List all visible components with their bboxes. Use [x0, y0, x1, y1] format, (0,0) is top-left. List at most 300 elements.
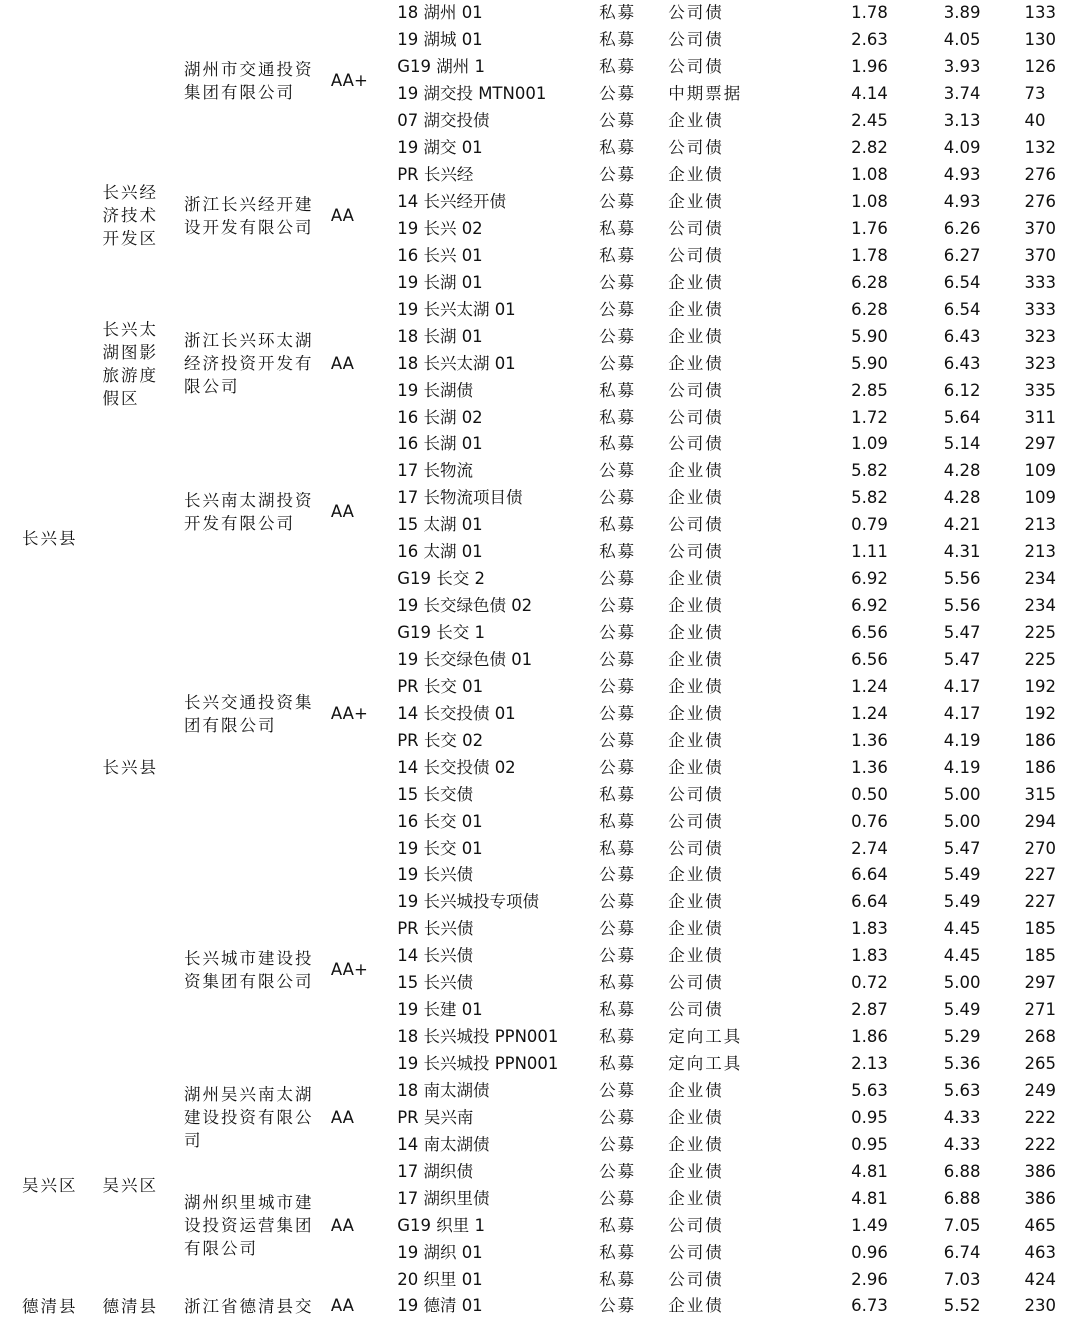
value-3-cell: 270 — [1024, 838, 1056, 858]
offering-kind-cell: 公募 — [599, 1296, 637, 1316]
value-3-cell: 109 — [1024, 488, 1056, 508]
bond-name-cell: 17 湖织里债 — [397, 1188, 490, 1208]
value-3-cell: 222 — [1024, 1107, 1056, 1127]
zone-cell: 德清县 — [102, 1296, 158, 1316]
value-3-cell: 192 — [1024, 676, 1056, 696]
offering-kind-cell: 私募 — [599, 434, 637, 454]
value-1-cell: 6.73 — [851, 1296, 888, 1316]
bond-type-cell: 企业债 — [668, 353, 724, 373]
value-3-cell: 227 — [1024, 892, 1056, 912]
bond-type-cell: 企业债 — [668, 892, 724, 912]
value-2-cell: 4.05 — [943, 30, 981, 50]
offering-kind-cell: 公募 — [599, 946, 637, 966]
offering-kind-cell: 公募 — [599, 272, 637, 292]
offering-kind-cell: 私募 — [599, 1242, 637, 1262]
value-2-cell: 6.54 — [943, 299, 981, 319]
value-3-cell: 133 — [1024, 3, 1056, 23]
offering-kind-cell: 私募 — [599, 57, 637, 77]
value-1-cell: 5.90 — [851, 326, 888, 346]
table-row — [0, 1078, 1080, 1105]
value-1-cell: 1.08 — [851, 165, 888, 185]
value-3-cell: 126 — [1024, 57, 1056, 77]
bond-type-cell: 公司债 — [668, 380, 724, 400]
bond-name-cell: G19 织里 1 — [397, 1215, 485, 1235]
bond-type-cell: 定向工具 — [668, 1027, 743, 1047]
value-1-cell: 1.36 — [851, 730, 888, 750]
rating-cell: AA+ — [330, 70, 368, 90]
bond-name-cell: 19 德清 01 — [397, 1296, 483, 1316]
offering-kind-cell: 公募 — [599, 84, 637, 104]
bond-name-cell: 19 长交绿色债 02 — [397, 596, 533, 616]
bond-name-cell: 17 长物流 — [397, 461, 473, 481]
value-1-cell: 0.50 — [851, 784, 888, 804]
offering-kind-cell: 公募 — [599, 623, 637, 643]
value-1-cell: 1.83 — [851, 946, 888, 966]
value-2-cell: 4.09 — [943, 138, 981, 158]
value-3-cell: 222 — [1024, 1134, 1056, 1154]
issuer-name-cell: 浙江长兴环太湖经济投资开发有限公司 — [184, 331, 314, 397]
bond-name-cell: PR 长兴债 — [397, 919, 474, 939]
value-2-cell: 4.17 — [943, 703, 981, 723]
value-3-cell: 213 — [1024, 542, 1056, 562]
bond-name-cell: 17 湖织债 — [397, 1161, 473, 1181]
value-1-cell: 5.82 — [851, 461, 888, 481]
offering-kind-cell: 私募 — [599, 218, 637, 238]
offering-kind-cell: 私募 — [599, 407, 637, 427]
bond-type-cell: 企业债 — [668, 299, 724, 319]
issuer-name-cell: 浙江长兴经开建设开发有限公司 — [184, 194, 314, 237]
value-2-cell: 5.29 — [943, 1027, 981, 1047]
value-2-cell: 6.43 — [943, 353, 981, 373]
bond-name-cell: 18 长兴城投 PPN001 — [397, 1027, 559, 1047]
value-3-cell: 294 — [1024, 811, 1056, 831]
value-2-cell: 7.05 — [943, 1215, 981, 1235]
value-1-cell: 1.86 — [851, 1027, 888, 1047]
value-3-cell: 315 — [1024, 784, 1056, 804]
value-2-cell: 3.89 — [943, 3, 981, 23]
bond-type-cell: 企业债 — [668, 192, 724, 212]
value-3-cell: 227 — [1024, 865, 1056, 885]
value-2-cell: 5.49 — [943, 1000, 981, 1020]
value-1-cell: 0.95 — [851, 1134, 888, 1154]
offering-kind-cell: 公募 — [599, 353, 637, 373]
value-3-cell: 73 — [1024, 84, 1046, 104]
value-2-cell: 7.03 — [943, 1269, 981, 1289]
value-3-cell: 185 — [1024, 946, 1056, 966]
value-2-cell: 4.45 — [943, 919, 981, 939]
offering-kind-cell: 公募 — [599, 596, 637, 616]
value-3-cell: 225 — [1024, 649, 1056, 669]
table-row — [0, 162, 1080, 189]
bond-name-cell: PR 长交 01 — [397, 676, 484, 696]
table-row — [0, 1293, 1080, 1320]
bond-type-cell: 企业债 — [668, 649, 724, 669]
value-3-cell: 225 — [1024, 623, 1056, 643]
bond-type-cell: 公司债 — [668, 30, 724, 50]
value-2-cell: 5.14 — [943, 434, 981, 454]
value-2-cell: 3.93 — [943, 57, 981, 77]
rating-cell: AA — [330, 1215, 354, 1235]
value-1-cell: 1.24 — [851, 703, 888, 723]
value-1-cell: 2.96 — [851, 1269, 888, 1289]
value-3-cell: 265 — [1024, 1054, 1056, 1074]
offering-kind-cell: 公募 — [599, 1107, 637, 1127]
bond-name-cell: 20 织里 01 — [397, 1269, 483, 1289]
offering-kind-cell: 公募 — [599, 569, 637, 589]
issuer-name-cell: 湖州市交通投资集团有限公司 — [184, 59, 314, 102]
offering-kind-cell: 私募 — [599, 245, 637, 265]
value-1-cell: 6.64 — [851, 892, 888, 912]
bond-type-cell: 公司债 — [668, 138, 724, 158]
value-1-cell: 5.90 — [851, 353, 888, 373]
value-3-cell: 335 — [1024, 380, 1056, 400]
bond-type-cell: 企业债 — [668, 676, 724, 696]
bond-name-cell: 19 长湖债 — [397, 380, 473, 400]
value-1-cell: 2.85 — [851, 380, 888, 400]
bond-type-cell: 企业债 — [668, 1296, 724, 1316]
bond-name-cell: 18 长湖 01 — [397, 326, 483, 346]
value-1-cell: 1.96 — [851, 57, 888, 77]
bond-name-cell: PR 长兴经 — [397, 165, 474, 185]
offering-kind-cell: 私募 — [599, 138, 637, 158]
offering-kind-cell: 私募 — [599, 380, 637, 400]
offering-kind-cell: 公募 — [599, 892, 637, 912]
bond-name-cell: 19 长湖 01 — [397, 272, 483, 292]
bond-name-cell: 19 长交 01 — [397, 838, 483, 858]
bond-type-cell: 公司债 — [668, 838, 724, 858]
value-3-cell: 40 — [1024, 111, 1046, 131]
value-1-cell: 5.82 — [851, 488, 888, 508]
value-1-cell: 0.76 — [851, 811, 888, 831]
bond-type-cell: 公司债 — [668, 1215, 724, 1235]
bond-type-cell: 定向工具 — [668, 1054, 743, 1074]
bond-type-cell: 企业债 — [668, 596, 724, 616]
value-2-cell: 4.17 — [943, 676, 981, 696]
value-2-cell: 4.33 — [943, 1107, 981, 1127]
bond-name-cell: 19 长兴债 — [397, 865, 473, 885]
offering-kind-cell: 公募 — [599, 192, 637, 212]
value-1-cell: 2.87 — [851, 1000, 888, 1020]
issuer-name-cell: 湖州织里城市建设投资运营集团有限公司 — [184, 1193, 314, 1259]
value-1-cell: 1.11 — [851, 542, 888, 562]
bond-type-cell: 公司债 — [668, 515, 724, 535]
bond-type-cell: 公司债 — [668, 811, 724, 831]
bond-type-cell: 企业债 — [668, 1134, 724, 1154]
value-3-cell: 186 — [1024, 757, 1056, 777]
value-3-cell: 132 — [1024, 138, 1056, 158]
bond-name-cell: 14 长兴债 — [397, 946, 473, 966]
value-2-cell: 5.36 — [943, 1054, 981, 1074]
bond-type-cell: 公司债 — [668, 57, 724, 77]
offering-kind-cell: 私募 — [599, 838, 637, 858]
value-2-cell: 5.63 — [943, 1080, 981, 1100]
zone-cell: 长兴太湖图影旅游度假区 — [102, 319, 158, 408]
issuer-name-cell: 长兴南太湖投资开发有限公司 — [184, 490, 314, 533]
value-1-cell: 2.45 — [851, 111, 888, 131]
region-cell: 吴兴区 — [22, 1175, 78, 1195]
value-2-cell: 4.28 — [943, 488, 981, 508]
value-1-cell: 0.72 — [851, 973, 888, 993]
value-2-cell: 4.21 — [943, 515, 981, 535]
offering-kind-cell: 公募 — [599, 1161, 637, 1181]
offering-kind-cell: 公募 — [599, 730, 637, 750]
value-1-cell: 1.78 — [851, 245, 888, 265]
offering-kind-cell: 私募 — [599, 1054, 637, 1074]
value-3-cell: 213 — [1024, 515, 1056, 535]
value-1-cell: 6.64 — [851, 865, 888, 885]
value-3-cell: 230 — [1024, 1296, 1056, 1316]
value-2-cell: 4.33 — [943, 1134, 981, 1154]
offering-kind-cell: 私募 — [599, 30, 637, 50]
value-3-cell: 333 — [1024, 272, 1056, 292]
issuer-name-cell: 浙江省德清县交 — [184, 1296, 314, 1316]
value-3-cell: 234 — [1024, 596, 1056, 616]
value-3-cell: 323 — [1024, 353, 1056, 373]
value-1-cell: 2.13 — [851, 1054, 888, 1074]
bond-name-cell: 16 长湖 02 — [397, 407, 483, 427]
bond-type-cell: 企业债 — [668, 488, 724, 508]
value-1-cell: 1.72 — [851, 407, 888, 427]
value-3-cell: 311 — [1024, 407, 1056, 427]
value-1-cell: 1.36 — [851, 757, 888, 777]
value-1-cell: 6.92 — [851, 596, 888, 616]
value-2-cell: 5.47 — [943, 838, 981, 858]
bond-type-cell: 公司债 — [668, 973, 724, 993]
value-2-cell: 5.47 — [943, 649, 981, 669]
bond-name-cell: 19 长交绿色债 01 — [397, 649, 533, 669]
bond-name-cell: 14 南太湖债 — [397, 1134, 490, 1154]
offering-kind-cell: 公募 — [599, 703, 637, 723]
value-3-cell: 109 — [1024, 461, 1056, 481]
bond-name-cell: 16 长交 01 — [397, 811, 483, 831]
value-3-cell: 424 — [1024, 1269, 1056, 1289]
value-3-cell: 386 — [1024, 1188, 1056, 1208]
value-3-cell: 370 — [1024, 218, 1056, 238]
value-1-cell: 2.63 — [851, 30, 888, 50]
value-1-cell: 1.09 — [851, 434, 888, 454]
bond-type-cell: 企业债 — [668, 326, 724, 346]
value-3-cell: 185 — [1024, 919, 1056, 939]
bond-name-cell: 14 长交投债 01 — [397, 703, 516, 723]
value-1-cell: 4.81 — [851, 1161, 888, 1181]
bond-type-cell: 企业债 — [668, 730, 724, 750]
value-1-cell: 0.95 — [851, 1107, 888, 1127]
bond-type-cell: 企业债 — [668, 1161, 724, 1181]
region-cell: 德清县 — [22, 1296, 78, 1316]
value-1-cell: 2.82 — [851, 138, 888, 158]
value-1-cell: 6.28 — [851, 272, 888, 292]
value-1-cell: 4.14 — [851, 84, 888, 104]
bond-type-cell: 公司债 — [668, 1269, 724, 1289]
bond-type-cell: 企业债 — [668, 1080, 724, 1100]
bond-name-cell: 14 长交投债 02 — [397, 757, 516, 777]
bond-type-cell: 企业债 — [668, 703, 724, 723]
value-3-cell: 297 — [1024, 434, 1056, 454]
offering-kind-cell: 公募 — [599, 165, 637, 185]
offering-kind-cell: 公募 — [599, 326, 637, 346]
bond-type-cell: 公司债 — [668, 1000, 724, 1020]
rating-cell: AA — [330, 353, 354, 373]
value-2-cell: 5.56 — [943, 569, 981, 589]
table-row — [0, 269, 1080, 296]
value-3-cell: 386 — [1024, 1161, 1056, 1181]
offering-kind-cell: 公募 — [599, 1188, 637, 1208]
offering-kind-cell: 公募 — [599, 111, 637, 131]
value-2-cell: 6.12 — [943, 380, 981, 400]
bond-type-cell: 企业债 — [668, 1188, 724, 1208]
bond-type-cell: 中期票据 — [668, 84, 743, 104]
offering-kind-cell: 私募 — [599, 542, 637, 562]
bond-name-cell: 16 长兴 01 — [397, 245, 483, 265]
value-2-cell: 6.74 — [943, 1242, 981, 1262]
bond-name-cell: 19 长兴城投 PPN001 — [397, 1054, 559, 1074]
value-1-cell: 1.08 — [851, 192, 888, 212]
bond-name-cell: PR 吴兴南 — [397, 1107, 474, 1127]
bond-name-cell: 15 长交债 — [397, 784, 473, 804]
offering-kind-cell: 私募 — [599, 811, 637, 831]
offering-kind-cell: 公募 — [599, 649, 637, 669]
bond-type-cell: 企业债 — [668, 946, 724, 966]
issuer-name-cell: 长兴交通投资集团有限公司 — [184, 692, 314, 735]
value-3-cell: 370 — [1024, 245, 1056, 265]
bond-name-cell: PR 长交 02 — [397, 730, 484, 750]
bond-name-cell: G19 长交 1 — [397, 623, 485, 643]
bond-type-cell: 企业债 — [668, 165, 724, 185]
bond-name-cell: 19 湖交 01 — [397, 138, 483, 158]
value-2-cell: 4.19 — [943, 757, 981, 777]
bond-type-cell: 公司债 — [668, 1242, 724, 1262]
value-1-cell: 2.74 — [851, 838, 888, 858]
value-2-cell: 4.93 — [943, 165, 981, 185]
value-1-cell: 0.79 — [851, 515, 888, 535]
value-3-cell: 297 — [1024, 973, 1056, 993]
value-3-cell: 333 — [1024, 299, 1056, 319]
offering-kind-cell: 私募 — [599, 1027, 637, 1047]
value-3-cell: 130 — [1024, 30, 1056, 50]
bond-name-cell: G19 长交 2 — [397, 569, 485, 589]
value-1-cell: 1.78 — [851, 3, 888, 23]
value-2-cell: 5.00 — [943, 811, 981, 831]
offering-kind-cell: 私募 — [599, 1000, 637, 1020]
rating-cell: AA — [330, 501, 354, 521]
bond-name-cell: 15 长兴债 — [397, 973, 473, 993]
value-3-cell: 186 — [1024, 730, 1056, 750]
offering-kind-cell: 公募 — [599, 676, 637, 696]
bond-type-cell: 公司债 — [668, 434, 724, 454]
bond-type-cell: 企业债 — [668, 865, 724, 885]
offering-kind-cell: 私募 — [599, 784, 637, 804]
value-3-cell: 192 — [1024, 703, 1056, 723]
value-1-cell: 4.81 — [851, 1188, 888, 1208]
value-1-cell: 1.76 — [851, 218, 888, 238]
value-3-cell: 463 — [1024, 1242, 1056, 1262]
offering-kind-cell: 公募 — [599, 1134, 637, 1154]
bond-type-cell: 企业债 — [668, 757, 724, 777]
bond-name-cell: 18 长兴太湖 01 — [397, 353, 516, 373]
value-2-cell: 6.88 — [943, 1188, 981, 1208]
value-1-cell: 5.63 — [851, 1080, 888, 1100]
offering-kind-cell: 私募 — [599, 515, 637, 535]
value-3-cell: 249 — [1024, 1080, 1056, 1100]
zone-cell: 长兴经济技术开发区 — [102, 183, 158, 248]
offering-kind-cell: 公募 — [599, 461, 637, 481]
zone-cell: 吴兴区 — [102, 1175, 158, 1195]
table-row — [0, 458, 1080, 485]
value-2-cell: 5.49 — [943, 865, 981, 885]
bond-name-cell: 19 湖交投 MTN001 — [397, 84, 547, 104]
value-3-cell: 465 — [1024, 1215, 1056, 1235]
bond-name-cell: 15 太湖 01 — [397, 515, 483, 535]
value-2-cell: 5.52 — [943, 1296, 981, 1316]
value-1-cell: 6.92 — [851, 569, 888, 589]
offering-kind-cell: 公募 — [599, 919, 637, 939]
bond-name-cell: 19 湖织 01 — [397, 1242, 483, 1262]
bond-type-cell: 企业债 — [668, 461, 724, 481]
rating-cell: AA — [330, 1296, 354, 1316]
zone-cell — [82, 0, 164, 162]
offering-kind-cell: 私募 — [599, 1269, 637, 1289]
rating-cell: AA+ — [330, 703, 368, 723]
bond-type-cell: 公司债 — [668, 3, 724, 23]
value-2-cell: 4.19 — [943, 730, 981, 750]
bond-name-cell: 19 长建 01 — [397, 1000, 483, 1020]
bond-type-cell: 企业债 — [668, 111, 724, 131]
value-2-cell: 4.45 — [943, 946, 981, 966]
bond-name-cell: 19 湖城 01 — [397, 30, 483, 50]
value-2-cell: 6.54 — [943, 272, 981, 292]
bond-type-cell: 企业债 — [668, 272, 724, 292]
issuer-name-cell: 湖州吴兴南太湖建设投资有限公司 — [184, 1085, 314, 1151]
value-2-cell: 5.49 — [943, 892, 981, 912]
rating-cell: AA+ — [330, 959, 368, 979]
value-2-cell: 4.93 — [943, 192, 981, 212]
bond-name-cell: 19 长兴城投专项债 — [397, 892, 539, 912]
bond-type-cell: 公司债 — [668, 784, 724, 804]
value-2-cell: 5.47 — [943, 623, 981, 643]
offering-kind-cell: 私募 — [599, 3, 637, 23]
offering-kind-cell: 公募 — [599, 488, 637, 508]
bond-name-cell: 19 长兴 02 — [397, 218, 483, 238]
issuer-name-cell: 长兴城市建设投资集团有限公司 — [184, 948, 314, 991]
value-2-cell: 3.13 — [943, 111, 981, 131]
value-3-cell: 268 — [1024, 1027, 1056, 1047]
offering-kind-cell: 公募 — [599, 299, 637, 319]
value-2-cell: 6.43 — [943, 326, 981, 346]
rating-cell: AA — [330, 205, 354, 225]
bond-name-cell: 07 湖交投债 — [397, 111, 490, 131]
value-3-cell: 276 — [1024, 192, 1056, 212]
value-2-cell: 4.31 — [943, 542, 981, 562]
bond-type-cell: 企业债 — [668, 1107, 724, 1127]
bond-type-cell: 公司债 — [668, 245, 724, 265]
value-2-cell: 5.00 — [943, 784, 981, 804]
bond-type-cell: 企业债 — [668, 569, 724, 589]
rating-cell: AA — [330, 1107, 354, 1127]
bond-name-cell: 16 长湖 01 — [397, 434, 483, 454]
value-2-cell: 4.28 — [943, 461, 981, 481]
bond-type-cell: 公司债 — [668, 218, 724, 238]
value-1-cell: 6.56 — [851, 623, 888, 643]
value-1-cell: 6.28 — [851, 299, 888, 319]
value-1-cell: 0.96 — [851, 1242, 888, 1262]
offering-kind-cell: 私募 — [599, 1215, 637, 1235]
value-1-cell: 1.83 — [851, 919, 888, 939]
bond-name-cell: 18 南太湖债 — [397, 1080, 490, 1100]
offering-kind-cell: 私募 — [599, 973, 637, 993]
value-1-cell: 1.49 — [851, 1215, 888, 1235]
value-2-cell: 6.26 — [943, 218, 981, 238]
value-1-cell: 1.24 — [851, 676, 888, 696]
